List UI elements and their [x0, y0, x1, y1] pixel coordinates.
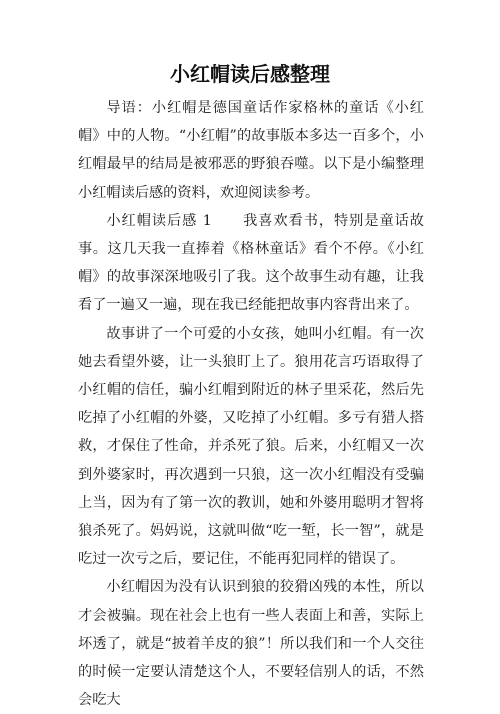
document-title: 小红帽读后感整理 [170, 62, 330, 86]
document-body [78, 94, 424, 714]
paragraph-story-summary: 故事讲了一个可爱的小女孩，她叫小红帽。有一次她去看望外婆，让一头狼盯上了。狼用花言巧语取得了小红帽的信任，骗小红帽到附近的林子里采花，然后先吃掉了小红帽的外婆，又吃掉了小红帽。多亏有猎人搭救，才保住了性命，并杀死了狼。后来，小红帽又一次到外婆家时，再次遇到一只狼，这一次小红帽没有受骗上当，因为有了第一次的教训，她和外婆用聪明才智将狼杀死了。妈妈说，这就叫做“吃一堑，长一智”，就是吃过一次亏之后，要记住，不能再犯同样的错误了。 [78, 325, 424, 568]
paragraph-reflection: 小红帽因为没有认识到狼的狡猾凶残的本性，所以才会被骗。现在社会上也有一些人表面上和善，实际上坏透了，就是“披着羊皮的狼”！所以我们和一个人交往的时候一定要认清楚这个人，不要轻信别人的话，不然会吃大 [78, 579, 424, 709]
paragraph-intro: 导语：小红帽是德国童话作家格林的童话《小红帽》中的人物。“小红帽”的故事版本多达一百多个，小红帽最早的结局是被邪恶的野狼吞噬。以下是小编整理小红帽读后感的资料，欢迎阅读参考。 [78, 100, 424, 201]
paragraph-essay-1: 小红帽读后感 1 我喜欢看书，特别是童话故事。这几天我一直捧着《格林童话》看个不停。《小红帽》的故事深深地吸引了我。这个故事生动有趣，让我看了一遍又一遍，现在我已经能把故事内容背出来了。 [78, 212, 424, 314]
